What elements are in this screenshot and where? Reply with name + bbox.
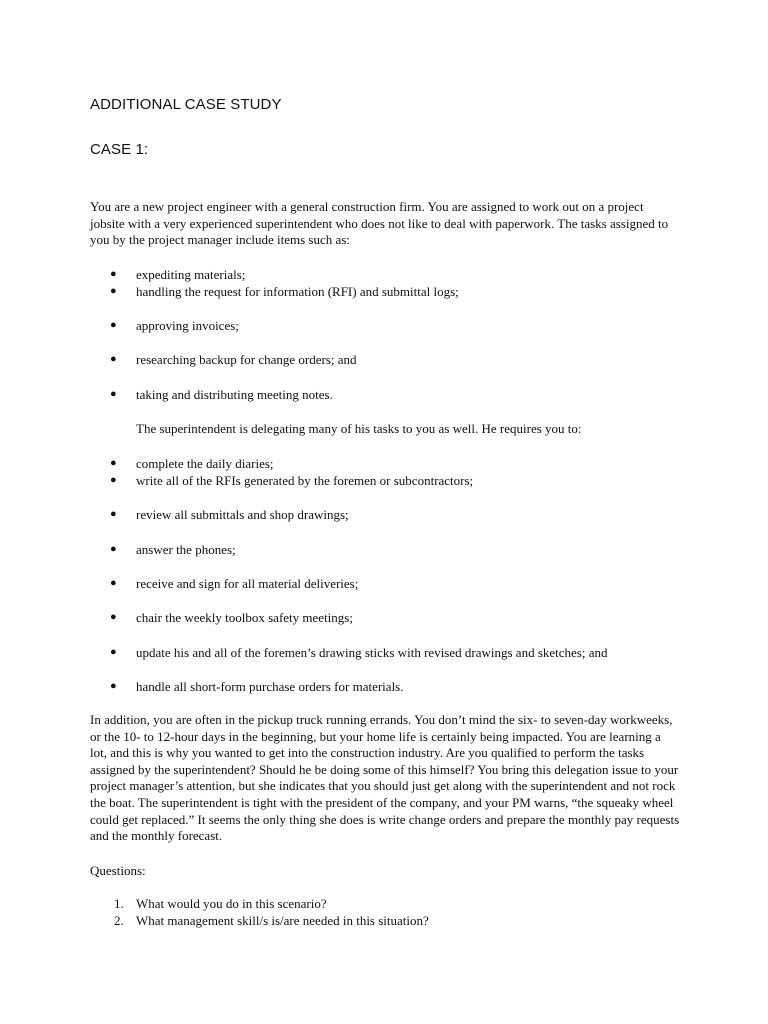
superintendent-intro: The superintendent is delegating many of his tasks to you as well. He requires you to:: [136, 421, 582, 436]
questions-label: Questions:: [90, 863, 146, 878]
question-number: 1.: [114, 896, 124, 911]
list-item: [110, 455, 710, 472]
list-item-text: taking and distributing meeting notes.: [136, 387, 333, 402]
question-item: [114, 895, 714, 912]
question-text: What would you do in this scenario?: [136, 896, 327, 911]
list-item-text: handle all short-form purchase orders for materials.: [136, 679, 404, 694]
list-item: [110, 506, 710, 523]
list-item-text: approving invoices;: [136, 318, 239, 333]
intro-paragraph: You are a new project engineer with a general construction firm. You are assigned to work out on a project jobsite with a very experienced superintendent who does not like to deal with paperwork. The tasks assigned to you by the project manager include items such as:: [90, 199, 669, 248]
document-title: ADDITIONAL CASE STUDY: [90, 96, 282, 113]
bullet-icon: ●: [110, 353, 117, 365]
bullet-icon: ●: [110, 577, 117, 589]
list-item-text: complete the daily diaries;: [136, 456, 274, 471]
body-paragraph: In addition, you are often in the pickup truck running errands. You don’t mind the six- to seven-day workweeks, or the 10- to 12-hour days in the beginning, but your home life is certainly being impacted. You are learning a lot, and this is why you wanted to get into the construction industry. Are you qualified to perform the tasks assigned by the superintendent? Should he be doing some of this himself? You bring this delegation issue to your project manager’s attention, but she indicates that you should just get along with the superintendent and not rock the boat. The superintendent is tight with the president of the company, and your PM warns, “the squeaky wheel could get replaced.” It seems the only thing she does is write change orders and prepare the monthly pay requests and the monthly forecast.: [90, 712, 680, 844]
bullet-icon: ●: [110, 646, 117, 658]
bullet-icon: ●: [110, 268, 117, 280]
list-item: [110, 644, 710, 661]
question-item: [114, 912, 714, 929]
list-item-text: write all of the RFIs generated by the foremen or subcontractors;: [136, 473, 474, 488]
list-item-text: receive and sign for all material deliveries;: [136, 576, 359, 591]
list-item: [110, 283, 710, 300]
list-item-text: handling the request for information (RFI) and submittal logs;: [136, 284, 459, 299]
list-item: [110, 386, 710, 403]
bullet-icon: ●: [110, 388, 117, 400]
list-item: [110, 575, 710, 592]
bullet-icon: ●: [110, 680, 117, 692]
list-item: [110, 472, 710, 489]
list-item: [110, 678, 710, 695]
list-item-text: update his and all of the foremen’s drawing sticks with revised drawings and sketches; and: [136, 645, 608, 660]
list-item: [110, 351, 710, 368]
bullet-icon: ●: [110, 285, 117, 297]
list-item: [110, 609, 710, 626]
question-text: What management skill/s is/are needed in this situation?: [136, 913, 429, 928]
bullet-icon: ●: [110, 508, 117, 520]
list-item: [110, 266, 710, 283]
case-heading: CASE 1:: [90, 141, 149, 158]
list-item-text: expediting materials;: [136, 267, 246, 282]
bullet-icon: ●: [110, 474, 117, 486]
bullet-icon: ●: [110, 543, 117, 555]
bullet-icon: ●: [110, 611, 117, 623]
question-number: 2.: [114, 913, 124, 928]
list-item-text: review all submittals and shop drawings;: [136, 507, 349, 522]
bullet-icon: ●: [110, 319, 117, 331]
list-item: [110, 541, 710, 558]
list-item-text: researching backup for change orders; and: [136, 352, 357, 367]
list-item-text: answer the phones;: [136, 542, 236, 557]
list-item-text: chair the weekly toolbox safety meetings;: [136, 610, 353, 625]
bullet-icon: ●: [110, 457, 117, 469]
list-item: [110, 317, 710, 334]
